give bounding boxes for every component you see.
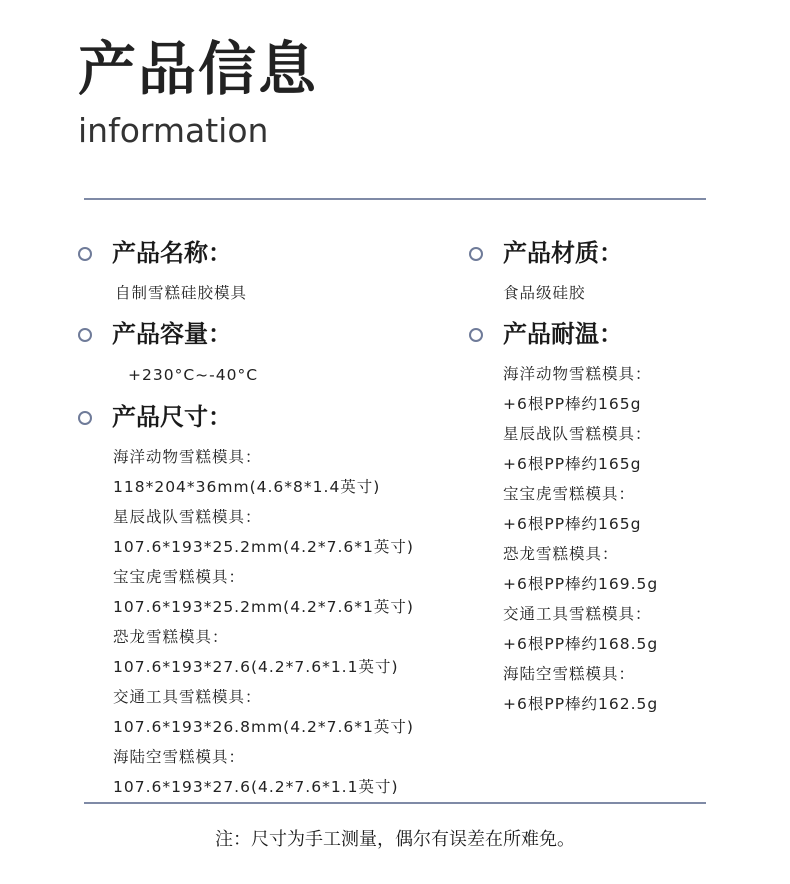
page-subtitle: information xyxy=(78,111,269,150)
list-item: +6根PP棒约162.5g xyxy=(503,695,659,713)
list-item: +6根PP棒约165g xyxy=(503,395,642,413)
list-item: 恐龙雪糕模具： xyxy=(113,628,229,646)
top-divider xyxy=(84,198,706,200)
list-item: 宝宝虎雪糕模具： xyxy=(503,485,636,503)
circle-bullet-icon xyxy=(469,247,483,261)
temperature-list xyxy=(503,359,658,719)
material-heading: 产品材质： xyxy=(503,239,623,267)
footnote: 注：尺寸为手工测量，偶尔有误差在所难免。 xyxy=(215,829,575,850)
name-heading: 产品名称： xyxy=(112,239,232,267)
temperature-heading: 产品耐温： xyxy=(503,320,623,348)
circle-bullet-icon xyxy=(78,328,92,342)
size-list xyxy=(113,442,414,802)
size-heading: 产品尺寸： xyxy=(112,403,232,431)
list-item: 118*204*36mm(4.6*8*1.4英寸) xyxy=(113,478,381,496)
circle-bullet-icon xyxy=(78,247,92,261)
circle-bullet-icon xyxy=(78,411,92,425)
capacity-heading: 产品容量： xyxy=(112,320,232,348)
list-item: 107.6*193*25.2mm(4.2*7.6*1英寸) xyxy=(113,598,414,616)
list-item: +6根PP棒约168.5g xyxy=(503,635,659,653)
list-item: 海洋动物雪糕模具： xyxy=(503,365,652,383)
list-item: 星辰战队雪糕模具： xyxy=(113,508,262,526)
list-item: 恐龙雪糕模具： xyxy=(503,545,619,563)
page-title: 产品信息 xyxy=(78,35,319,103)
material-value: 食品级硅胶 xyxy=(503,284,586,302)
list-item: 107.6*193*26.8mm(4.2*7.6*1英寸) xyxy=(113,718,414,736)
list-item: +6根PP棒约169.5g xyxy=(503,575,659,593)
circle-bullet-icon xyxy=(469,328,483,342)
list-item: 海洋动物雪糕模具： xyxy=(113,448,262,466)
list-item: +6根PP棒约165g xyxy=(503,455,642,473)
list-item: 宝宝虎雪糕模具： xyxy=(113,568,246,586)
capacity-value: +230°C~-40°C xyxy=(128,366,259,384)
bottom-divider xyxy=(84,802,706,804)
list-item: 107.6*193*27.6(4.2*7.6*1.1英寸) xyxy=(113,658,399,676)
list-item: 交通工具雪糕模具： xyxy=(503,605,652,623)
list-item: 海陆空雪糕模具： xyxy=(113,748,246,766)
list-item: 107.6*193*27.6(4.2*7.6*1.1英寸) xyxy=(113,778,399,796)
name-value: 自制雪糕硅胶模具 xyxy=(115,284,248,302)
list-item: +6根PP棒约165g xyxy=(503,515,642,533)
list-item: 107.6*193*25.2mm(4.2*7.6*1英寸) xyxy=(113,538,414,556)
list-item: 星辰战队雪糕模具： xyxy=(503,425,652,443)
list-item: 交通工具雪糕模具： xyxy=(113,688,262,706)
list-item: 海陆空雪糕模具： xyxy=(503,665,636,683)
